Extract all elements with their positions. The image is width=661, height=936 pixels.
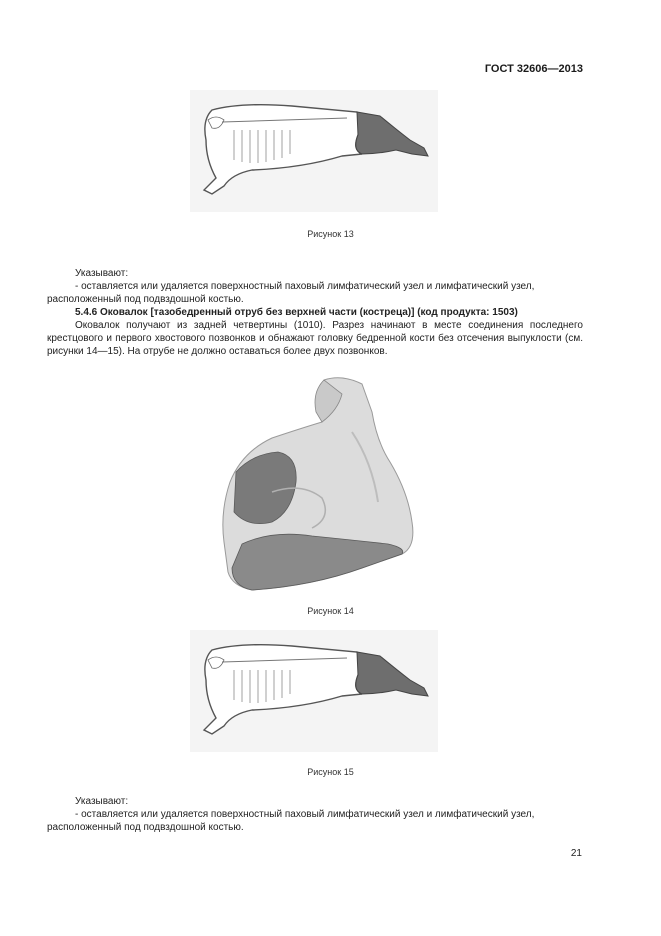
figure-15 bbox=[0, 630, 661, 760]
block2-item-cont: расположенный под подвздошной костью. bbox=[47, 822, 244, 833]
block1-item-cont: расположенный под подвздошной костью. bbox=[47, 294, 244, 305]
block1-item: - оставляется или удаляется поверхностный паховый лимфатический узел и лимфатический узел, bbox=[75, 281, 535, 292]
figure-13-caption: Рисунок 13 bbox=[307, 229, 354, 239]
figure-13 bbox=[0, 90, 661, 220]
figure-14-caption: Рисунок 14 bbox=[307, 606, 354, 616]
block2-item: - оставляется или удаляется поверхностный паховый лимфатический узел и лимфатический узел, bbox=[75, 809, 535, 820]
carcass-diagram-13 bbox=[182, 90, 442, 215]
section-paragraph: Оковалок получают из задней четвертины (1010). Разрез начинают в месте соединения последнего крестцового и первого хвостового позвонков и обнажают головку бедренной кости без отсечения выпуклости (см. рисунки 14—15). На отрубе не должно оставаться более двух позвонков. bbox=[47, 320, 583, 357]
carcass-diagram-15 bbox=[182, 630, 442, 755]
section-heading: 5.4.6 Оковалок [тазобедренный отруб без верхней части (костреца)] (код продукта: 1503) bbox=[75, 307, 518, 318]
figure-15-caption: Рисунок 15 bbox=[307, 767, 354, 777]
block2-intro: Указывают: bbox=[75, 796, 129, 807]
doc-header: ГОСТ 32606—2013 bbox=[484, 63, 583, 75]
figure-14 bbox=[0, 372, 661, 597]
meat-cut-photo bbox=[212, 372, 432, 594]
block1-intro: Указывают: bbox=[75, 268, 129, 279]
page-number: 21 bbox=[570, 848, 582, 859]
